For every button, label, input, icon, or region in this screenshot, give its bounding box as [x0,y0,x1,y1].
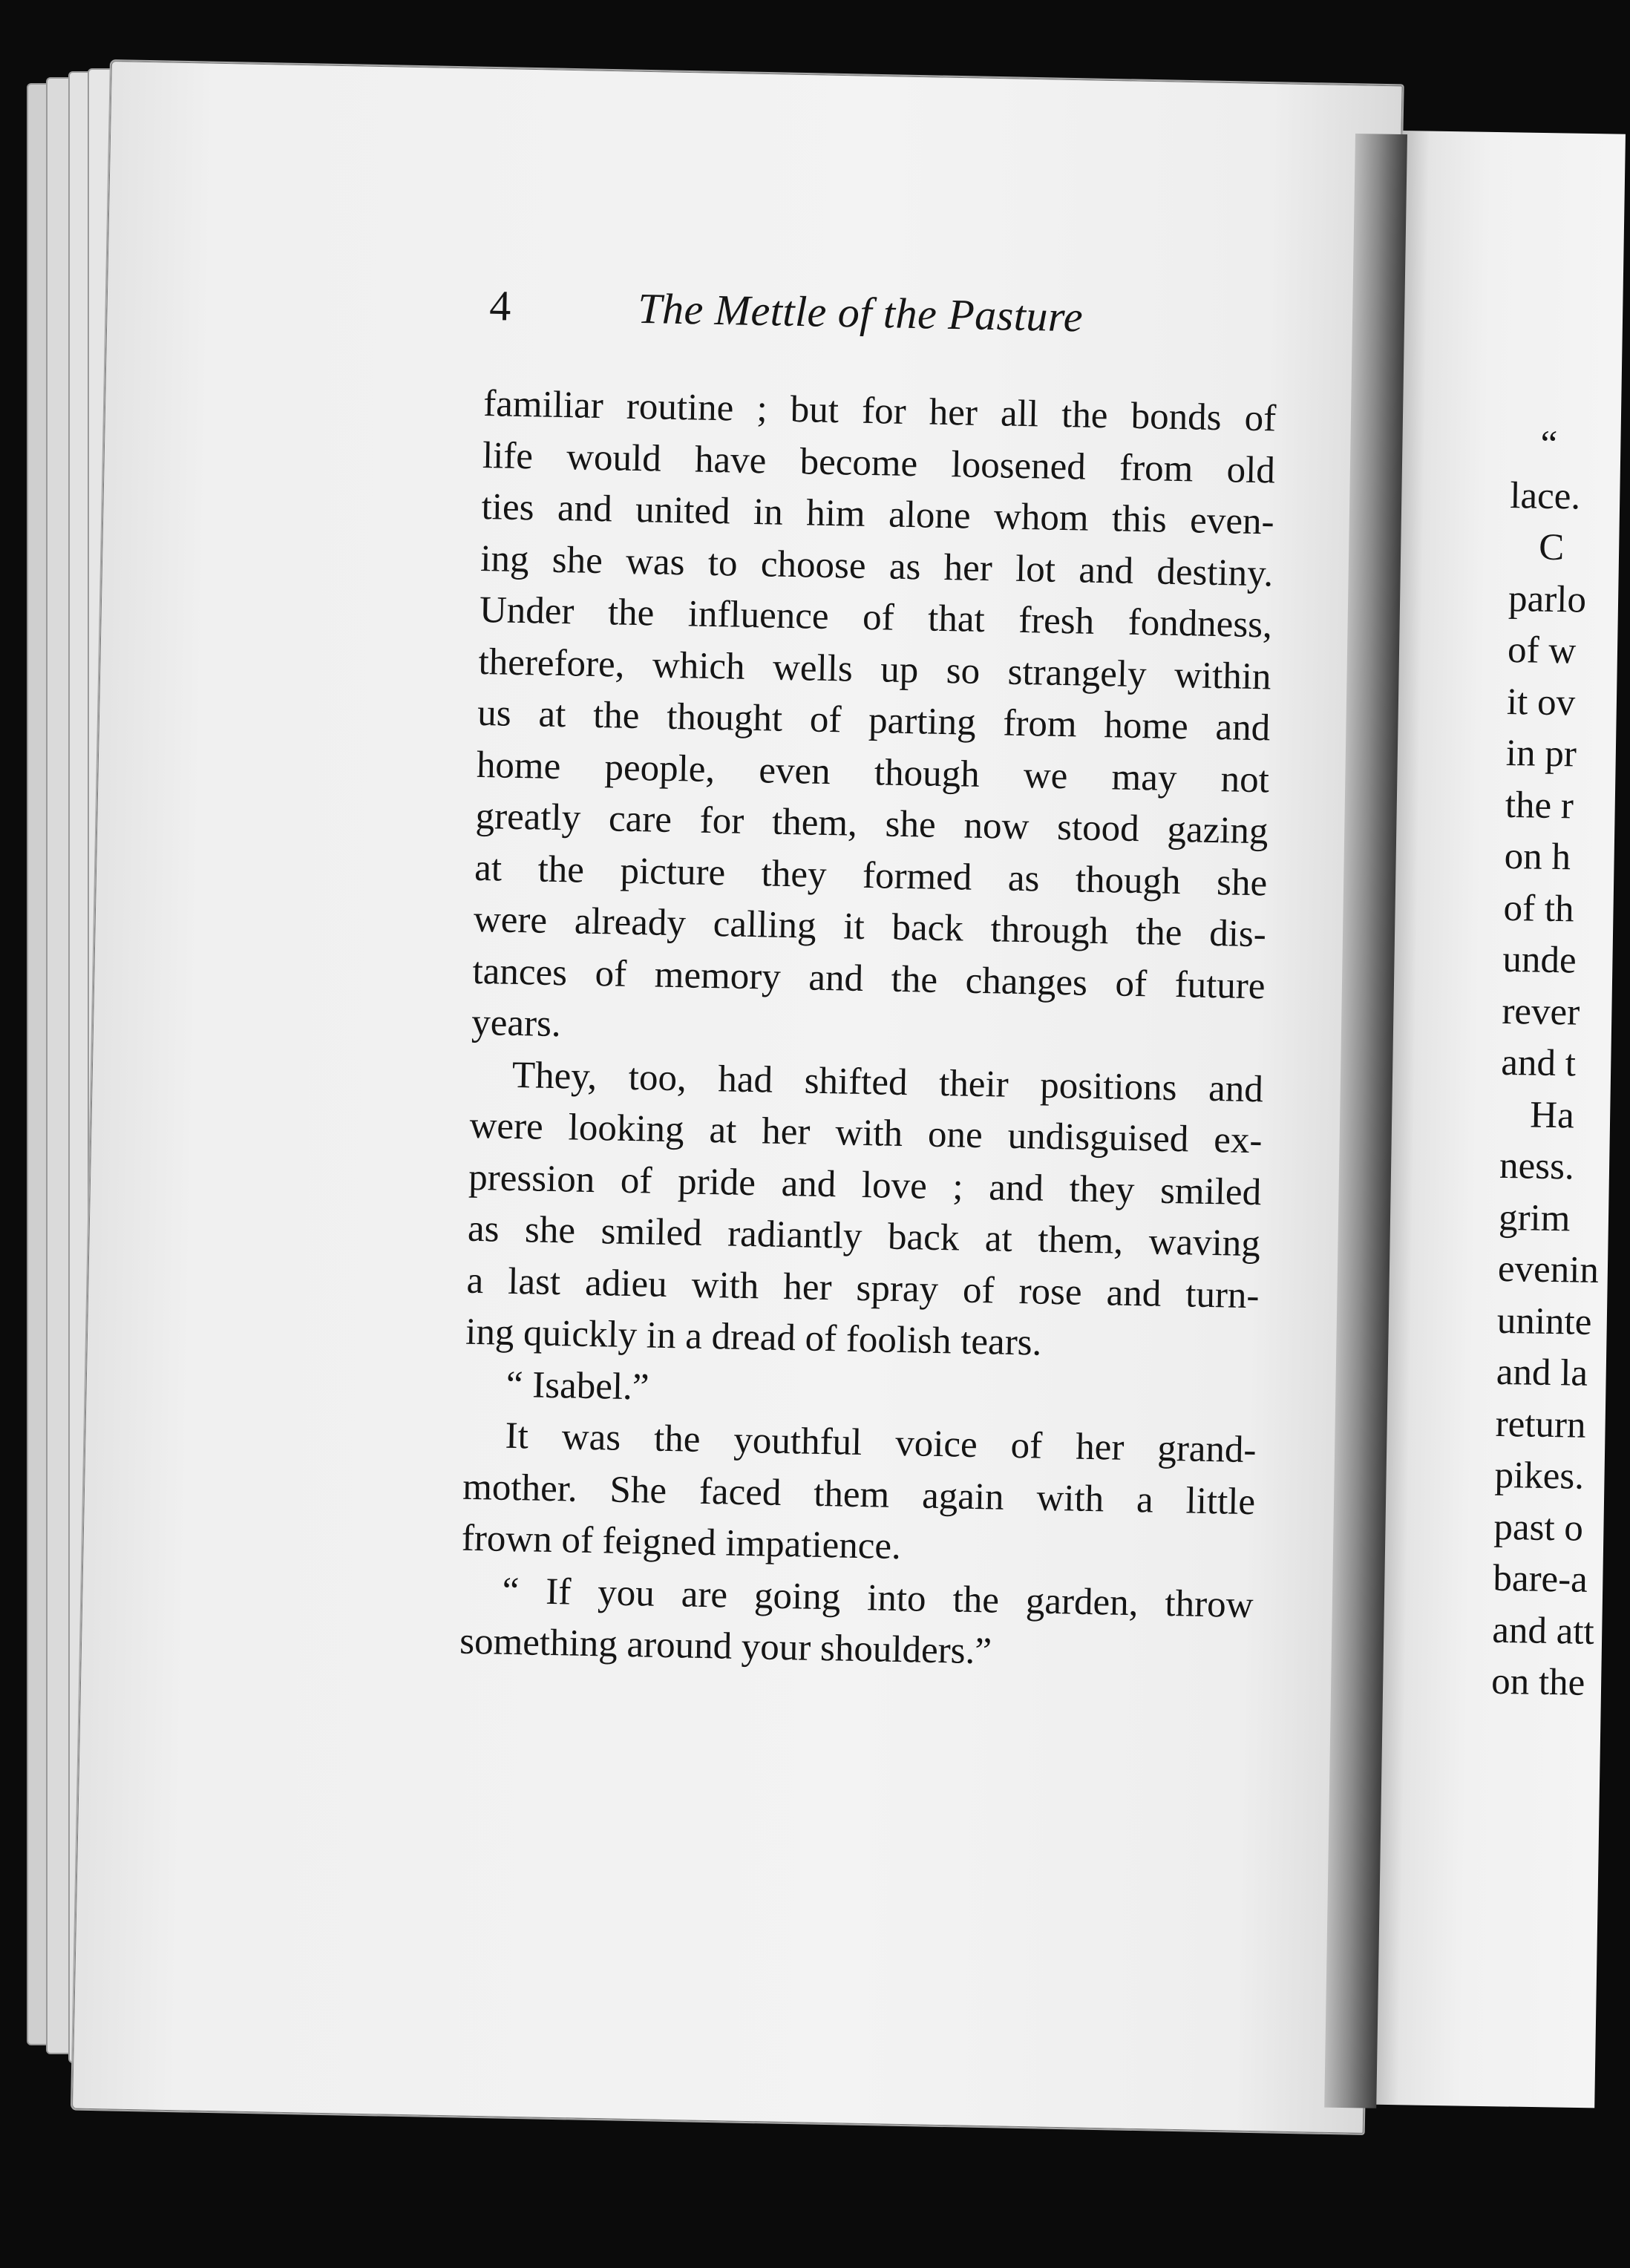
text-line: unde [1502,938,1577,982]
text-line: “ If you are going into the garden, throw [502,1570,1254,1626]
text-line: pikes. [1494,1454,1585,1498]
text-line: lace. [1509,474,1581,517]
text-line: it ov [1506,681,1576,724]
text-line: at the picture they formed as though she [474,847,1268,904]
text-line: were looking at her with one undisguised ex- [469,1104,1263,1162]
right-page-text [1491,419,1630,1710]
page-body-text [459,378,1277,1683]
text-line: Ha [1529,1094,1575,1136]
text-line: grim [1498,1196,1571,1239]
text-line: past o [1493,1506,1584,1550]
text-line: of w [1507,629,1577,672]
text-line: years. [471,1001,562,1046]
text-line: and la [1496,1351,1588,1394]
text-line: as she smiled radiantly back at them, waving [467,1207,1261,1265]
text-line: were already calling it back through the dis- [473,898,1267,956]
text-line: a last adieu with her spray of rose and turn- [466,1259,1260,1317]
text-line: uninte [1496,1299,1592,1343]
text-line: It was the youthful voice of her grand- [505,1415,1257,1472]
running-title: The Mettle of the Pasture [637,284,1084,341]
running-head [488,281,1232,361]
text-line: ing she was to choose as her lot and destiny. [479,537,1274,594]
text-line: bare-a [1493,1557,1588,1601]
text-line: greatly care for them, she now stood gazing [475,795,1269,853]
text-line: familiar routine ; but for her all the bonds of [482,382,1277,440]
text-line: parlo [1508,577,1587,621]
text-line: the r [1505,784,1574,827]
text-line: home people, even though we may not [476,744,1270,801]
text-line: of th [1503,887,1574,930]
text-line: us at the thought of parting from home and [477,692,1271,750]
text-line: rever [1502,990,1580,1034]
text-line: ness. [1499,1144,1575,1188]
text-line: in pr [1505,732,1577,776]
text-line: life would have become loosened from old [482,434,1276,491]
text-line: on h [1504,835,1571,879]
text-line: return [1495,1403,1586,1446]
text-line: and att [1491,1609,1595,1653]
text-line: “ Isabel.” [505,1363,650,1409]
text-line: pression of pride and love ; and they smiled [468,1156,1262,1213]
text-line: They, too, had shifted their positions and [511,1054,1264,1110]
text-line: on the [1490,1660,1585,1704]
text-line: therefore, which wells up so strangely within [478,640,1272,698]
text-line: ing quickly in a dread of foolish tears. [465,1311,1042,1364]
text-line: C [1538,526,1565,569]
text-line: mother. She faced them again with a little [462,1466,1256,1523]
text-line: frown of feigned impatience. [461,1517,902,1568]
text-line: ties and united in him alone whom this even- [481,485,1275,543]
text-line: Under the influence of that fresh fondness, [479,589,1273,646]
text-line: tances of memory and the changes of future [472,950,1266,1007]
page-number: 4 [488,281,511,330]
text-line: and t [1500,1041,1577,1085]
text-line: something around your shoulders.” [459,1620,992,1673]
text-line: evenin [1497,1248,1600,1291]
text-line: “ [1540,423,1558,465]
